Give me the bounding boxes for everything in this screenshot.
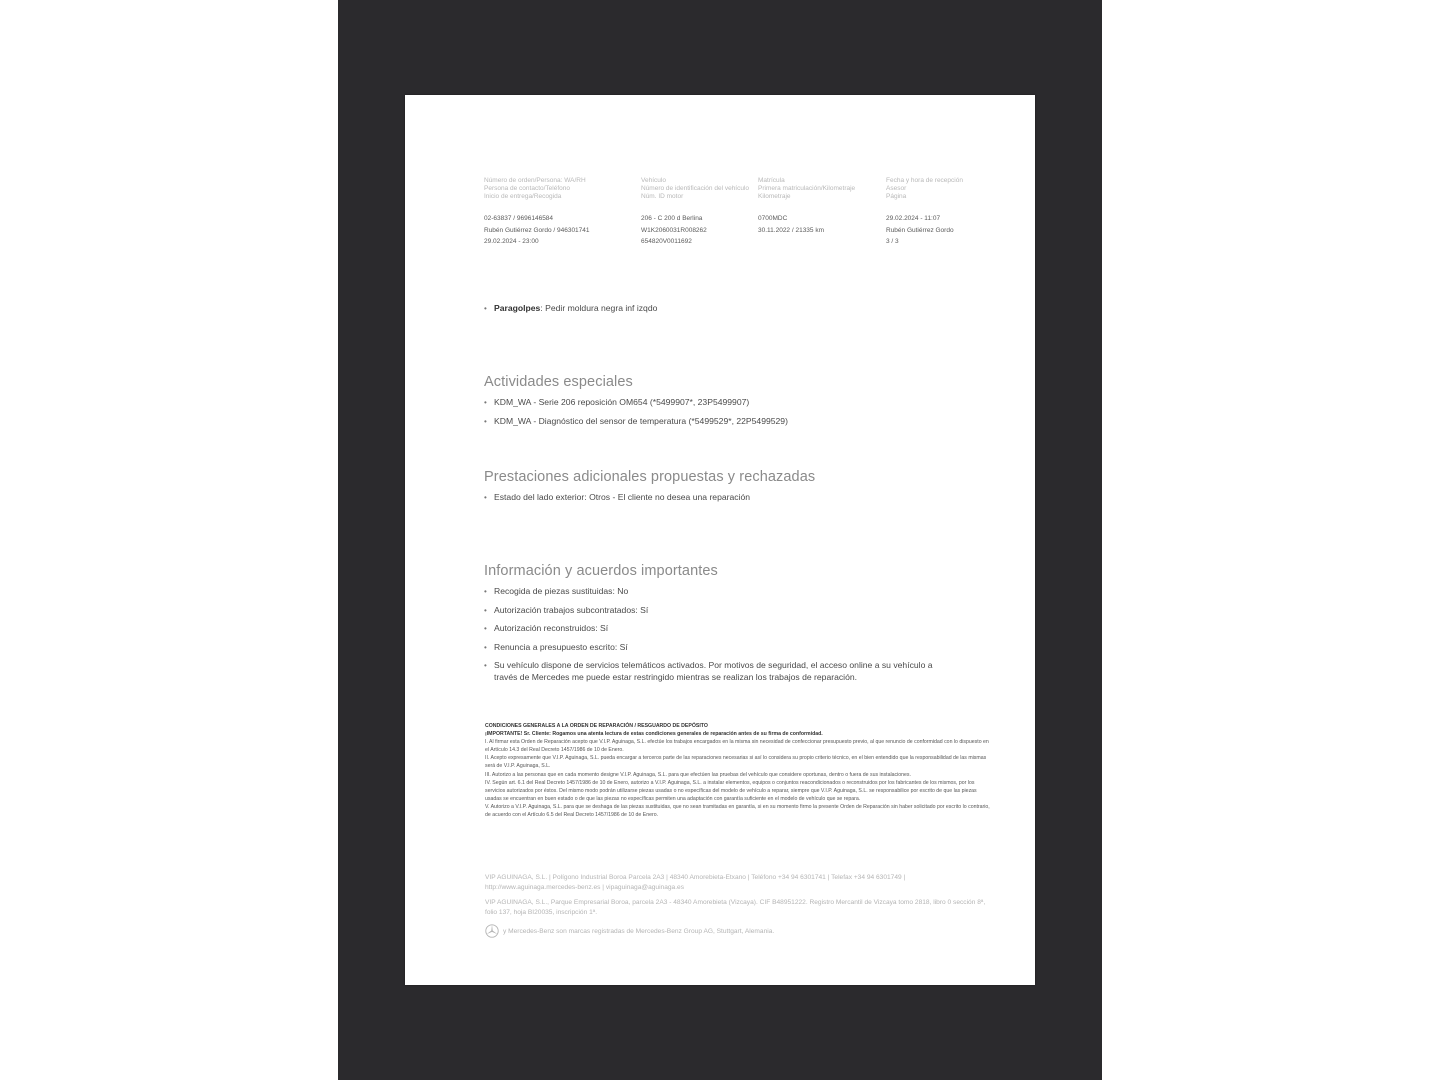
actividades-title: Actividades especiales: [484, 374, 633, 390]
reception-label-2: Asesor: [886, 185, 907, 192]
page-number: 3 / 3: [886, 238, 899, 245]
delivery-date: 29.02.2024 - 23:00: [484, 238, 539, 245]
engine-id: 654820V0011692: [641, 238, 692, 245]
informacion-title: Información y acuerdos importantes: [484, 563, 718, 579]
document-page: [405, 95, 1035, 985]
header-order-column: [484, 177, 609, 248]
footer-trademark: [485, 924, 990, 938]
general-conditions: [485, 722, 993, 819]
order-label-1: Número de orden/Persona: WA/RH: [484, 177, 586, 184]
header-plate-column: [758, 177, 868, 236]
contact-person: Rubén Gutiérrez Gordo / 946301741: [484, 226, 590, 234]
order-label-3: Inicio de entrega/Recogida: [484, 193, 562, 200]
license-plate: 0700MDC: [758, 215, 788, 222]
reception-label-3: Página: [886, 193, 907, 200]
conditions-important: ¡IMPORTANTE! Sr. Cliente: Rogamos una atenta lectura de estas condiciones generales de reparación antes de su firma de conformidad.: [485, 731, 823, 738]
list-item: • Estado del lado exterior: Otros - El cliente no desea una reparación: [484, 492, 750, 504]
actividades-list: [484, 397, 788, 434]
vehicle-label-2: Número de identificación del vehículo: [641, 185, 750, 192]
prestaciones-title: Prestaciones adicionales propuestas y rechazadas: [484, 469, 816, 485]
paragolpes-text: : Pedir moldura negra inf izqdo: [540, 303, 658, 313]
vehicle-model: 206 - C 200 d Berlina: [641, 215, 703, 222]
reception-date: 29.02.2024 - 11:07: [886, 215, 941, 222]
plate-label-1: Matrícula: [758, 177, 785, 184]
paragolpes-label: Paragolpes: [494, 303, 541, 313]
list-item: [484, 303, 657, 315]
footer-registry: VIP AGUINAGA, S.L., Parque Empresarial Boroa, parcela 2A3 - 48340 Amorebieta (Vizcaya). CIF B48951222. Registro Mercantil de Vizcaya tomo 2818, libro 0 sección 8ª, folio 137, hoja BI20035, inscripción 1ª.: [485, 899, 986, 916]
header-reception-column: [886, 177, 976, 248]
registration-mileage: 30.11.2022 / 21335 km: [758, 226, 825, 234]
list-item: • Autorización trabajos subcontratados: Sí: [484, 605, 954, 617]
footer-address: VIP AGUINAGA, S.L. | Polígono Industrial Boroa Parcela 2A3 | 48340 Amorebieta-Etxano | Teléfono +34 94 6301741 | Telefax +34 94 6301749 | http://www.aguinaga.mercedes-benz.es | vipaguinaga@aguinaga.es: [485, 874, 906, 891]
vehicle-label-1: Vehículo: [641, 177, 666, 184]
list-item: • Recogida de piezas sustituidas: No: [484, 586, 954, 598]
advisor-name: Rubén Gutiérrez Gordo: [886, 226, 954, 234]
header-vehicle-column: [641, 177, 751, 248]
list-item: • Renuncia a presupuesto escrito: Sí: [484, 642, 954, 654]
plate-label-2: Primera matriculación/Kilometraje: [758, 185, 856, 192]
condition-paragraph: II. Acepto expresamente que V.I.P. Aguinaga, S.L. pueda encargar a terceros parte de las reparaciones necesarias si así lo considera su propio criterio técnico, en el bien entendido que la responsabilidad de las mismas será de V.I.P. Aguinaga, S.L.: [485, 755, 987, 770]
order-number: 02-63837 / 9696146584: [484, 215, 554, 222]
order-label-2: Persona de contacto/Teléfono: [484, 185, 571, 192]
trademark-text: y Mercedes-Benz son marcas registradas de Mercedes-Benz Group AG, Stuttgart, Alemania.: [503, 927, 775, 935]
vin-number: W1K2060031R008262: [641, 226, 707, 234]
plate-label-3: Kilometraje: [758, 193, 791, 200]
condition-paragraph: I. Al firmar esta Orden de Reparación acepto que V.I.P. Aguinaga, S.L. efectúe los trabajos encargados en la misma sin necesidad de confeccionar presupuesto previo, al que renuncio de conformidad con lo dispuesto en el Artículo 14.3 del Real Decreto 1457/1986 de 10 de Enero.: [485, 739, 989, 754]
informacion-list: [484, 586, 954, 690]
vehicle-label-3: Núm. ID motor: [641, 193, 684, 200]
condition-paragraph: V. Autorizo a V.I.P. Aguinaga, S.L. para que se deshaga de las piezas sustituidas, que no sean tramitadas en garantía, si en su momento firmo la presente Orden de Reparación sin haber solicitado por escrito lo contrario, de acuerdo con el Artículo 6.5 del Real Decreto 1457/1986 de 10 de Enero.: [485, 803, 990, 819]
prestaciones-list: [484, 492, 750, 511]
list-item: • Autorización reconstruidos: Sí: [484, 623, 954, 635]
list-item: • KDM_WA - Serie 206 reposición OM654 (*5499907*, 23P5499907): [484, 397, 788, 409]
conditions-title: CONDICIONES GENERALES A LA ORDEN DE REPARACIÓN / RESGUARDO DE DEPÓSITO: [485, 723, 708, 729]
condition-paragraph: IV. Según art. 6.1 del Real Decreto 1457/1986 de 10 de Enero, autorizo a V.I.P. Aguinaga, S.L. a instalar elementos, equipos o conjuntos reacondicionados o reconstruidos por los fabricantes de los mismos, por los servicios autorizados por éstos. Del mismo modo podrán utilizarse piezas usadas o no específicas del modelo de vehículo a reparar, siempre que V.I.P. Aguinaga, S.L. se responsabilice por escrito de que las piezas usadas se encuentran en buen estado o de que las piezas no específicas permiten una adaptación con garantía suficiente en el modelo de vehículo que se repara.: [485, 779, 977, 802]
list-item: • KDM_WA - Diagnóstico del sensor de temperatura (*5499529*, 22P5499529): [484, 416, 788, 428]
list-item: • Su vehículo dispone de servicios telemáticos activados. Por motivos de seguridad, el acceso online a su vehículo a través de Mercedes me puede estar restringido mientras se realizan los trabajos de reparación.: [484, 660, 954, 683]
mercedes-star-icon: [485, 924, 499, 938]
paragolpes-list: [484, 303, 657, 322]
reception-label-1: Fecha y hora de recepción: [886, 177, 963, 184]
condition-paragraph: III. Autorizo a las personas que en cada momento designe V.I.P. Aguinaga, S.L. para que efectúen las pruebas del vehículo que considere oportunas, dentro o fuera de sus instalaciones.: [485, 771, 911, 778]
